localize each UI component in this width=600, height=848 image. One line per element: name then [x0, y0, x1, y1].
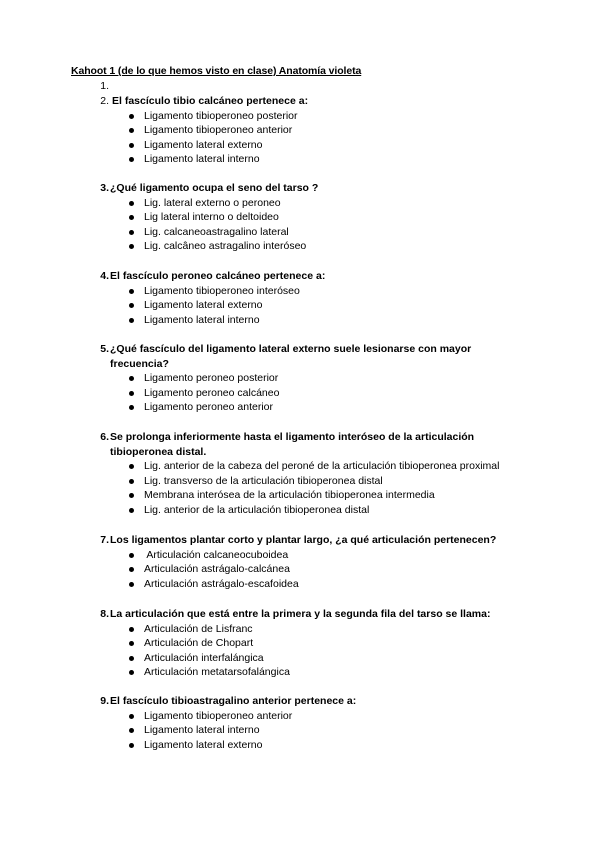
bullet-icon: [129, 391, 134, 396]
bullet-icon: [129, 567, 134, 572]
bullet-icon: [129, 230, 134, 235]
question-text: El fascículo tibio calcáneo pertenece a:: [112, 95, 309, 107]
bullet-icon: [129, 582, 134, 587]
bullet-icon: [129, 143, 134, 148]
question-number: 1.: [100, 80, 109, 92]
question-text-line-2: tibioperonea distal.: [110, 445, 207, 458]
bullet-icon: [129, 670, 134, 675]
bullet-icon: [129, 656, 134, 661]
bullet-icon: [129, 405, 134, 410]
bullet-icon: [129, 743, 134, 748]
question-number: 9.: [100, 695, 109, 707]
bullet-icon: [129, 553, 134, 558]
question-number: 7.: [100, 534, 109, 546]
bullet-icon: [129, 479, 134, 484]
bullet-icon: [129, 508, 134, 513]
question-number: 6.: [100, 431, 109, 443]
question-text-line-1: ¿Qué fascículo del ligamento lateral externo suele lesionarse con mayor: [110, 343, 472, 355]
bullet-icon: [129, 728, 134, 733]
bullet-icon: [129, 215, 134, 220]
question-number: 5.: [100, 343, 109, 355]
bullet-icon: [129, 318, 134, 323]
bullet-icon: [129, 714, 134, 719]
bullet-icon: [129, 289, 134, 294]
document-page: Kahoot 1 (de lo que hemos visto en clase) Anatomía violeta 1. 2. El fascículo tibio calcáneo pertenece a: Ligamento tibioperoneo posterior Ligamento tibioperoneo anterior Ligamento lateral externo Ligamento lateral interno 3. ¿Qué ligamento ocupa el seno del tarso ? Lig. lateral externo o peroneo Lig lateral interno o deltoideo Lig. calcaneoastragalino lateral Lig. calcâneo astragalino interóseo 4. El fascículo peroneo calcáneo pertenece a: Ligamento tibioperoneo interóseo Ligamento lateral externo Ligamento lateral interno 5. ¿Qué fascículo del ligamento lateral externo suele lesionarse con mayor frecuencia? Ligamento peroneo posterior Ligamento peroneo calcáneo Ligamento peroneo anterior 6. Se prolonga inferiormente hasta el ligamento interóseo de la articulación tibioperonea distal. Lig. anterior de la cabeza del peroné de la articulación tibioperonea proximal Lig. transverso de la articulación tibioperonea distal Membrana interósea de la articulación tibioperonea intermedia Lig. anterior de la articulación tibioperonea distal 7. Los ligamentos plantar corto y plantar largo, ¿a qué articulación pertenecen? Articulación calcaneocuboidea Articulación astrágalo-calcánea Articulación astrágalo-escafoidea 8. La articulación que está entre la primera y la segunda fila del tarso se llama: Articulación de Lisfranc Articulación de Chopart Articulación interfalángica Articulación metatarsofalángica 9. El fascículo tibioastragalino anterior pertenece a: Ligamento tibioperoneo anterior Ligamento lateral interno Ligamento lateral externo: [0, 0, 600, 848]
question-text: El fascículo peroneo calcáneo pertenece a:: [110, 270, 326, 282]
question-text-line-1: Se prolonga inferiormente hasta el ligamento interóseo de la articulación: [110, 431, 475, 443]
question-text: La articulación que está entre la primera y la segunda fila del tarso se llama:: [110, 608, 491, 620]
question-number: 4.: [100, 270, 109, 282]
bullet-icon: [129, 303, 134, 308]
bullet-icon: [129, 641, 134, 646]
question-text-line-2: frecuencia?: [110, 357, 169, 370]
bullet-icon: [129, 464, 134, 469]
question-text: ¿Qué ligamento ocupa el seno del tarso ?: [110, 182, 319, 194]
bullet-icon: [129, 493, 134, 498]
question-text: El fascículo tibioastragalino anterior pertenece a:: [110, 695, 357, 707]
question-number: 2.: [100, 95, 109, 107]
bullet-icon: [129, 376, 134, 381]
bullet-icon: [129, 114, 134, 119]
bullet-icon: [129, 157, 134, 162]
page-title: Kahoot 1 (de lo que hemos visto en clase) Anatomía violeta: [71, 65, 362, 77]
bullet-icon: [129, 128, 134, 133]
question-number: 8.: [100, 608, 109, 620]
question-text: Los ligamentos plantar corto y plantar largo, ¿a qué articulación pertenecen?: [110, 534, 497, 546]
bullet-icon: [129, 627, 134, 632]
bullet-icon: [129, 201, 134, 206]
bullet-icon: [129, 244, 134, 249]
question-number: 3.: [100, 182, 109, 194]
